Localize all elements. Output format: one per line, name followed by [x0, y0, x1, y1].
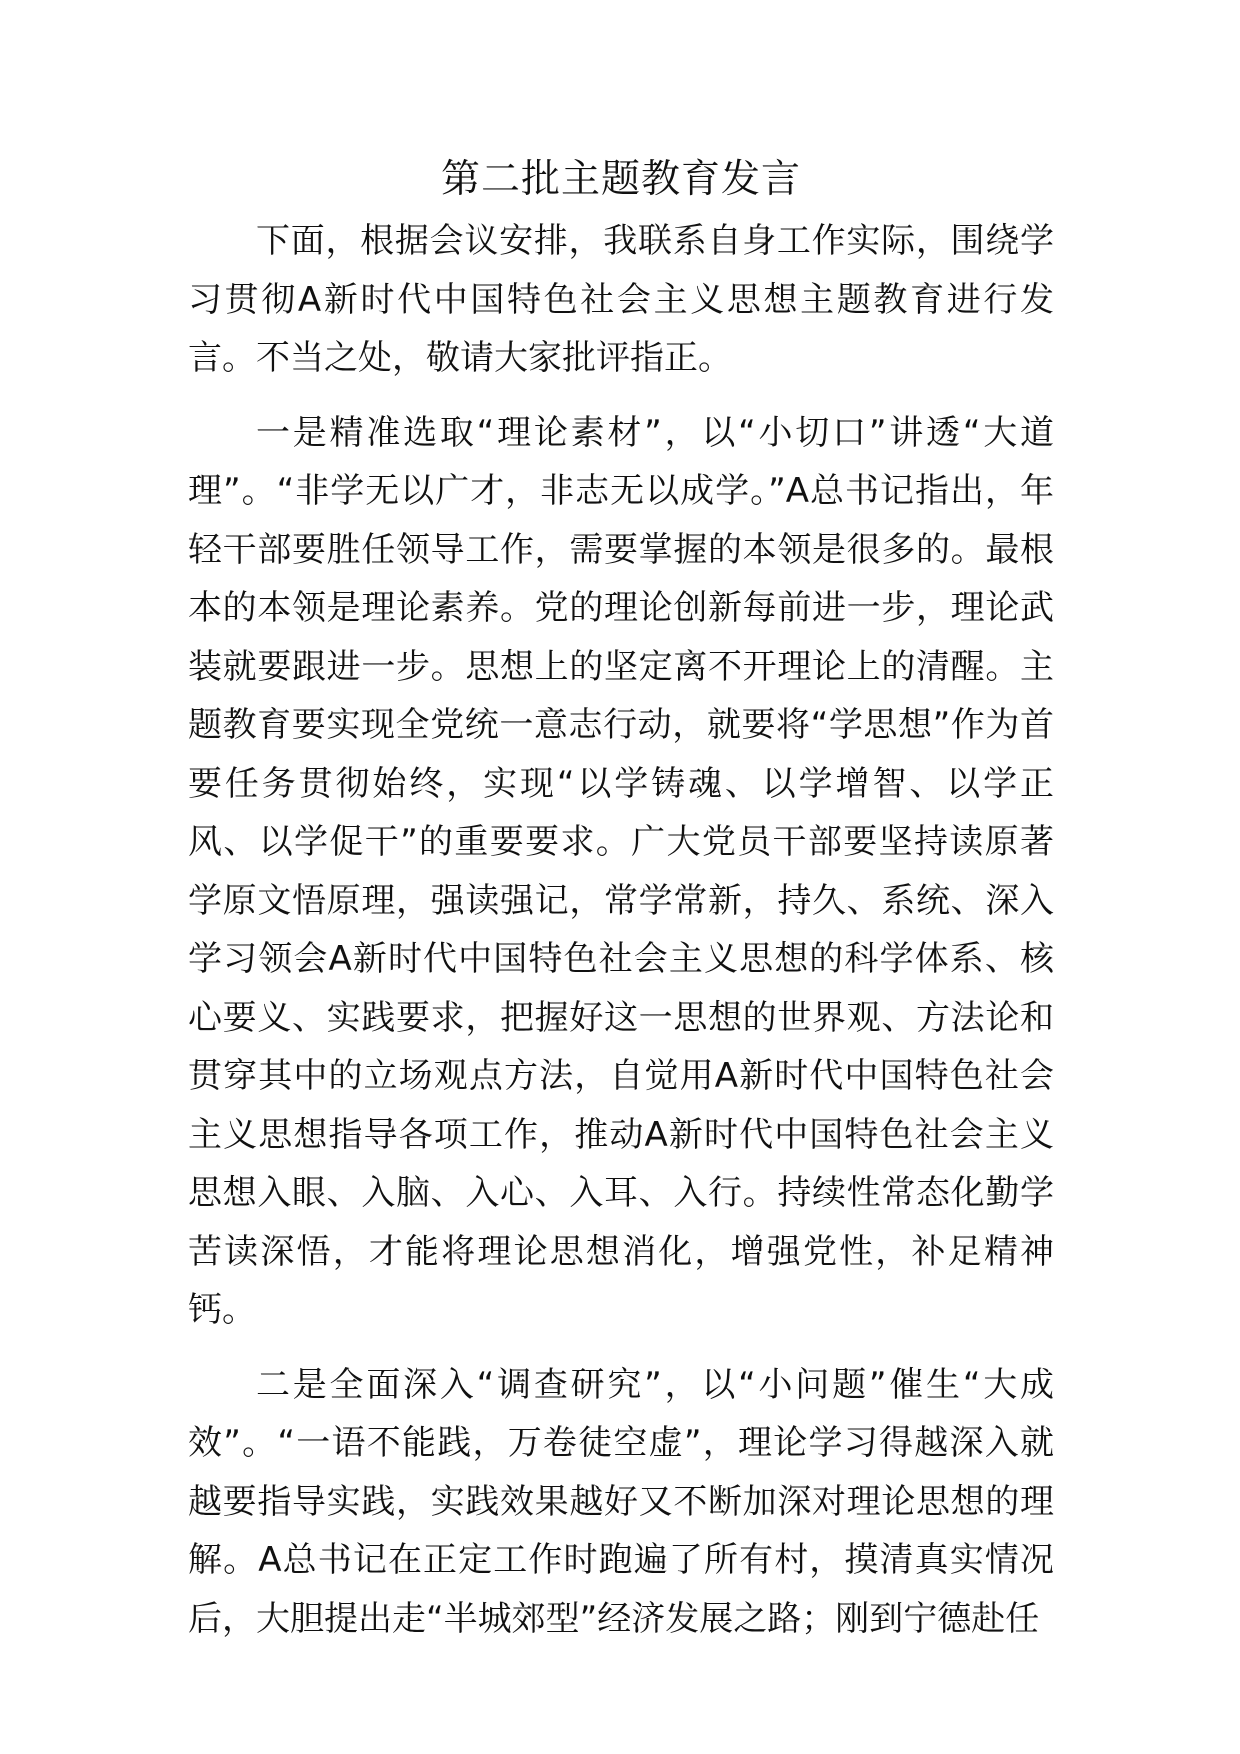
paragraph-point-two: 二是全面深入“调查研究”，以“小问题”催生“大成效”。“一语不能践，万卷徒空虚”，理论学习得越深入就越要指导实践，实践效果越好又不断加深对理论思想的理解。A总书记在正定工作时跑遍了所有村，摸清真实情况后，大胆提出走“半城郊型”经济发展之路；刚到宁德赴任	[188, 1364, 1054, 1639]
paragraph-intro: 下面，根据会议安排，我联系自身工作实际，围绕学习贯彻A新时代中国特色社会主义思想主题教育进行发言。不当之处，敬请大家批评指正。	[188, 221, 1054, 378]
document-title: 第二批主题教育发言	[440, 157, 801, 202]
paragraph-point-one: 一是精准选取“理论素材”，以“小切口”讲透“大道理”。“非学无以广才，非志无以成学。”A总书记指出，年轻干部要胜任领导工作，需要掌握的本领是很多的。最根本的本领是理论素养。党的理论创新每前进一步，理论武装就要跟进一步。思想上的坚定离不开理论上的清醒。主题教育要实现全党统一意志行动，就要将“学思想”作为首要任务贯彻始终，实现“以学铸魂、以学增智、以学正风、以学促干”的重要要求。广大党员干部要坚持读原著学原文悟原理，强读强记，常学常新，持久、系统、深入学习领会A新时代中国特色社会主义思想的科学体系、核心要义、实践要求，把握好这一思想的世界观、方法论和贯穿其中的立场观点方法，自觉用A新时代中国特色社会主义思想指导各项工作，推动A新时代中国特色社会主义思想入眼、入脑、入心、入耳、入行。持续性常态化勤学苦读深悟，才能将理论思想消化，增强党性，补足精神钙。	[188, 412, 1054, 1330]
document-body	[188, 148, 1054, 1648]
